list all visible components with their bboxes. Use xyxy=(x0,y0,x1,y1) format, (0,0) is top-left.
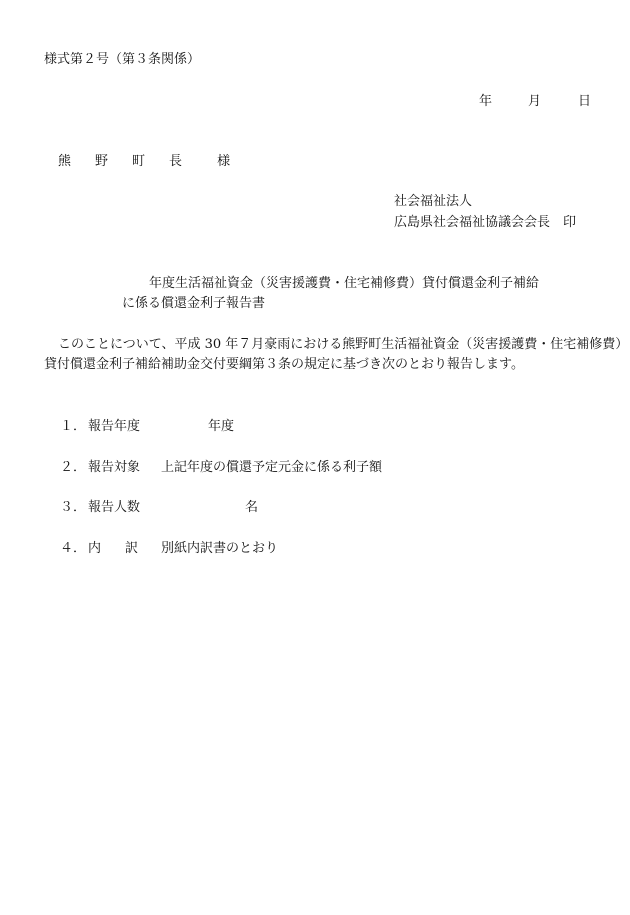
item-label: 報告対象 xyxy=(88,460,141,475)
date-day-label: 日 xyxy=(578,94,592,109)
item-number: １． xyxy=(60,419,87,434)
document-title-line-2: に係る償還金利子報告書 xyxy=(122,296,266,311)
sender-organization: 社会福祉法人 xyxy=(394,194,473,209)
item-label-part: 内 xyxy=(88,541,102,556)
date-month-label: 月 xyxy=(528,94,542,109)
date-year-label: 年 xyxy=(479,94,493,109)
item-number: ２． xyxy=(60,460,87,475)
item-number: ３． xyxy=(60,500,87,515)
item-value: 別紙内訳書のとおり xyxy=(161,541,279,556)
item-label xyxy=(88,542,138,555)
addressee-char: 長 xyxy=(169,154,183,169)
item-value: 名 xyxy=(245,500,259,515)
document-title-line-1: 年度生活福祉資金（災害援護費・住宅補修費）貸付償還金利子補給 xyxy=(149,276,540,291)
body-text-line-1: このことについて、平成 30 年７月豪雨における熊野町生活福祉資金（災害援護費・住宅補修費） xyxy=(58,337,629,352)
form-number: 様式第２号（第３条関係） xyxy=(44,52,201,67)
item-value: 年度 xyxy=(208,419,235,434)
item-number: ４． xyxy=(60,541,87,556)
item-label: 報告年度 xyxy=(88,419,141,434)
item-label: 報告人数 xyxy=(88,500,141,515)
addressee-honorific: 様 xyxy=(217,154,231,169)
item-label-part: 訳 xyxy=(125,541,139,556)
addressee-char: 野 xyxy=(95,154,109,169)
sender-name: 広島県社会福祉協議会会長 xyxy=(394,215,551,230)
addressee-char: 熊 xyxy=(58,154,72,169)
seal-mark: 印 xyxy=(563,215,577,230)
item-value: 上記年度の償還予定元金に係る利子額 xyxy=(161,460,383,475)
addressee-char: 町 xyxy=(132,154,146,169)
body-text-line-2: 貸付償還金利子補給補助金交付要綱第３条の規定に基づき次のとおり報告します。 xyxy=(44,357,524,372)
addressee xyxy=(58,155,230,168)
